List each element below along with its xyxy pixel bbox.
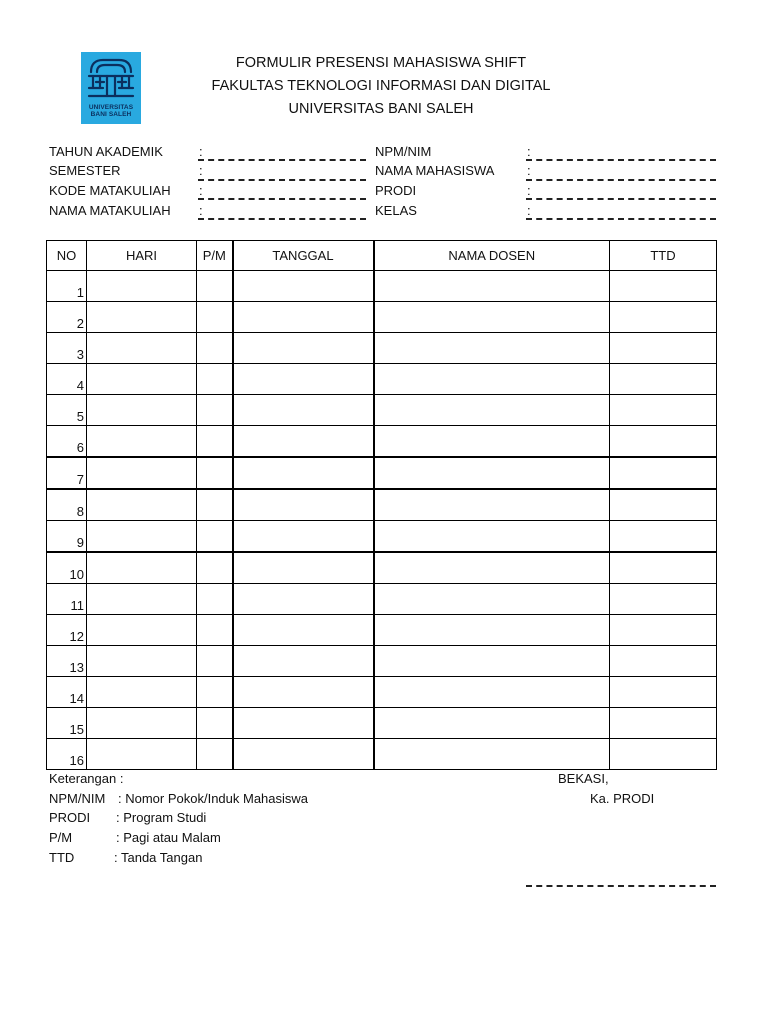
colon: : — [527, 203, 531, 218]
cell-no: 2 — [47, 302, 87, 333]
cell-ttd[interactable] — [610, 302, 717, 333]
logo-text-line1: UNIVERSITAS — [88, 104, 134, 111]
table-body — [47, 271, 717, 770]
cell-ttd[interactable] — [610, 489, 717, 521]
cell-nama-dosen[interactable] — [374, 457, 610, 489]
cell-hari[interactable] — [87, 739, 197, 770]
cell-ttd[interactable] — [610, 615, 717, 646]
cell-hari[interactable] — [87, 615, 197, 646]
cell-tanggal[interactable] — [233, 302, 374, 333]
cell-tanggal[interactable] — [233, 739, 374, 770]
note-value-npm: : Nomor Pokok/Induk Mahasiswa — [118, 791, 309, 806]
table-row — [47, 708, 717, 739]
cell-no: 4 — [47, 364, 87, 395]
cell-ttd[interactable] — [610, 521, 717, 553]
prodi-field[interactable] — [526, 198, 716, 200]
colon: : — [527, 144, 531, 159]
colon: : — [527, 183, 531, 198]
cell-nama-dosen[interactable] — [374, 584, 610, 615]
cell-pm[interactable] — [197, 333, 233, 364]
nama-mahasiswa-field[interactable] — [526, 179, 716, 181]
cell-hari[interactable] — [87, 457, 197, 489]
logo-text — [81, 104, 141, 118]
cell-no: 10 — [47, 552, 87, 584]
table-row — [47, 615, 717, 646]
cell-no: 3 — [47, 333, 87, 364]
cell-tanggal[interactable] — [233, 708, 374, 739]
label-tahun-akademik: TAHUN AKADEMIK — [49, 144, 163, 159]
cell-ttd[interactable] — [610, 395, 717, 426]
kode-matakuliah-field[interactable] — [198, 198, 366, 200]
cell-tanggal[interactable] — [233, 364, 374, 395]
header-tanggal: TANGGAL — [233, 241, 374, 271]
cell-no: 1 — [47, 271, 87, 302]
table-row — [47, 489, 717, 521]
cell-nama-dosen[interactable] — [374, 646, 610, 677]
cell-no: 7 — [47, 457, 87, 489]
cell-pm[interactable] — [197, 584, 233, 615]
cell-ttd[interactable] — [610, 552, 717, 584]
cell-pm[interactable] — [197, 426, 233, 458]
cell-nama-dosen[interactable] — [374, 677, 610, 708]
tahun-akademik-field[interactable] — [198, 159, 366, 161]
cell-hari[interactable] — [87, 489, 197, 521]
logo-text-line2: BANI SALEH — [90, 111, 132, 118]
cell-no: 8 — [47, 489, 87, 521]
cell-hari[interactable] — [87, 552, 197, 584]
cell-ttd[interactable] — [610, 584, 717, 615]
cell-tanggal[interactable] — [233, 552, 374, 584]
university-logo — [81, 52, 141, 124]
cell-hari[interactable] — [87, 646, 197, 677]
cell-ttd[interactable] — [610, 677, 717, 708]
cell-pm[interactable] — [197, 677, 233, 708]
label-kode-matakuliah: KODE MATAKULIAH — [49, 183, 171, 198]
header-nama-dosen: NAMA DOSEN — [374, 241, 610, 271]
note-key-pm: P/M — [49, 830, 73, 845]
cell-hari[interactable] — [87, 271, 197, 302]
cell-ttd[interactable] — [610, 457, 717, 489]
cell-pm[interactable] — [197, 552, 233, 584]
cell-ttd[interactable] — [610, 739, 717, 770]
cell-no: 5 — [47, 395, 87, 426]
cell-nama-dosen[interactable] — [374, 271, 610, 302]
form-title: FORMULIR PRESENSI MAHASISWA SHIFT — [235, 55, 527, 71]
attendance-table — [46, 240, 717, 770]
table-row — [47, 364, 717, 395]
cell-pm[interactable] — [197, 271, 233, 302]
table-row — [47, 271, 717, 302]
header-no: NO — [47, 241, 87, 271]
cell-tanggal[interactable] — [233, 457, 374, 489]
note-key-prodi: PRODI — [49, 810, 91, 825]
cell-nama-dosen[interactable] — [374, 708, 610, 739]
header-pm: P/M — [197, 241, 233, 271]
cell-nama-dosen[interactable] — [374, 615, 610, 646]
table-row — [47, 552, 717, 584]
cell-pm[interactable] — [197, 708, 233, 739]
cell-nama-dosen[interactable] — [374, 552, 610, 584]
colon: : — [199, 144, 203, 159]
signature-place: BEKASI, — [558, 771, 609, 786]
cell-pm[interactable] — [197, 521, 233, 553]
cell-nama-dosen[interactable] — [374, 739, 610, 770]
cell-tanggal[interactable] — [233, 521, 374, 553]
table-row — [47, 677, 717, 708]
cell-ttd[interactable] — [610, 271, 717, 302]
cell-pm[interactable] — [197, 646, 233, 677]
colon: : — [527, 163, 531, 178]
signature-role: Ka. PRODI — [590, 791, 655, 806]
cell-pm[interactable] — [197, 739, 233, 770]
table-row — [47, 739, 717, 770]
cell-tanggal[interactable] — [233, 489, 374, 521]
cell-pm[interactable] — [197, 364, 233, 395]
table-row — [47, 426, 717, 458]
cell-pm[interactable] — [197, 489, 233, 521]
cell-pm[interactable] — [197, 395, 233, 426]
label-kelas: KELAS — [375, 203, 417, 218]
cell-no: 6 — [47, 426, 87, 458]
cell-tanggal[interactable] — [233, 271, 374, 302]
header-ttd: TTD — [610, 241, 717, 271]
table-row — [47, 584, 717, 615]
cell-ttd[interactable] — [610, 364, 717, 395]
cell-no: 13 — [47, 646, 87, 677]
cell-nama-dosen[interactable] — [374, 426, 610, 458]
cell-tanggal[interactable] — [233, 584, 374, 615]
table-row — [47, 521, 717, 553]
npm-nim-field[interactable] — [526, 159, 716, 161]
table-row — [47, 457, 717, 489]
note-value-prodi: : Program Studi — [116, 810, 207, 825]
semester-field[interactable] — [198, 179, 366, 181]
cell-hari[interactable] — [87, 584, 197, 615]
label-npm-nim: NPM/NIM — [375, 144, 432, 159]
cell-tanggal[interactable] — [233, 615, 374, 646]
cell-no: 9 — [47, 521, 87, 553]
cell-hari[interactable] — [87, 426, 197, 458]
cell-hari[interactable] — [87, 364, 197, 395]
label-semester: SEMESTER — [49, 163, 121, 178]
cell-nama-dosen[interactable] — [374, 302, 610, 333]
cell-hari[interactable] — [87, 333, 197, 364]
cell-pm[interactable] — [197, 302, 233, 333]
note-key-npm: NPM/NIM — [49, 791, 106, 806]
label-nama-matakuliah: NAMA MATAKULIAH — [49, 203, 171, 218]
cell-no: 14 — [47, 677, 87, 708]
note-value-pm: : Pagi atau Malam — [116, 830, 221, 845]
nama-matakuliah-field[interactable] — [198, 218, 366, 220]
cell-no: 12 — [47, 615, 87, 646]
cell-pm[interactable] — [197, 615, 233, 646]
cell-tanggal[interactable] — [233, 395, 374, 426]
cell-nama-dosen[interactable] — [374, 489, 610, 521]
label-nama-mahasiswa: NAMA MAHASISWA — [375, 163, 495, 178]
cell-hari[interactable] — [87, 302, 197, 333]
cell-no: 15 — [47, 708, 87, 739]
cell-nama-dosen[interactable] — [374, 364, 610, 395]
cell-nama-dosen[interactable] — [374, 521, 610, 553]
colon: : — [199, 163, 203, 178]
note-key-ttd: TTD — [49, 850, 75, 865]
cell-ttd[interactable] — [610, 708, 717, 739]
cell-tanggal[interactable] — [233, 646, 374, 677]
kelas-field[interactable] — [526, 218, 716, 220]
university-logo-icon — [81, 52, 141, 104]
cell-ttd[interactable] — [610, 646, 717, 677]
university-name: UNIVERSITAS BANI SALEH — [288, 101, 474, 117]
cell-ttd[interactable] — [610, 426, 717, 458]
table-row — [47, 646, 717, 677]
cell-tanggal[interactable] — [233, 426, 374, 458]
cell-hari[interactable] — [87, 395, 197, 426]
signature-line[interactable] — [526, 885, 716, 887]
cell-ttd[interactable] — [610, 333, 717, 364]
note-value-ttd: : Tanda Tangan — [114, 850, 203, 865]
cell-hari[interactable] — [87, 677, 197, 708]
cell-nama-dosen[interactable] — [374, 395, 610, 426]
label-prodi: PRODI — [375, 183, 417, 198]
cell-tanggal[interactable] — [233, 333, 374, 364]
cell-no: 16 — [47, 739, 87, 770]
header-hari: HARI — [87, 241, 197, 271]
table-header-row — [47, 241, 717, 271]
cell-hari[interactable] — [87, 521, 197, 553]
faculty-name: FAKULTAS TEKNOLOGI INFORMASI DAN DIGITAL — [211, 78, 551, 94]
table-row — [47, 302, 717, 333]
cell-pm[interactable] — [197, 457, 233, 489]
table-row — [47, 333, 717, 364]
colon: : — [199, 183, 203, 198]
cell-hari[interactable] — [87, 708, 197, 739]
table-row — [47, 395, 717, 426]
colon: : — [199, 203, 203, 218]
cell-nama-dosen[interactable] — [374, 333, 610, 364]
notes-title: Keterangan : — [49, 771, 124, 786]
cell-no: 11 — [47, 584, 87, 615]
cell-tanggal[interactable] — [233, 677, 374, 708]
